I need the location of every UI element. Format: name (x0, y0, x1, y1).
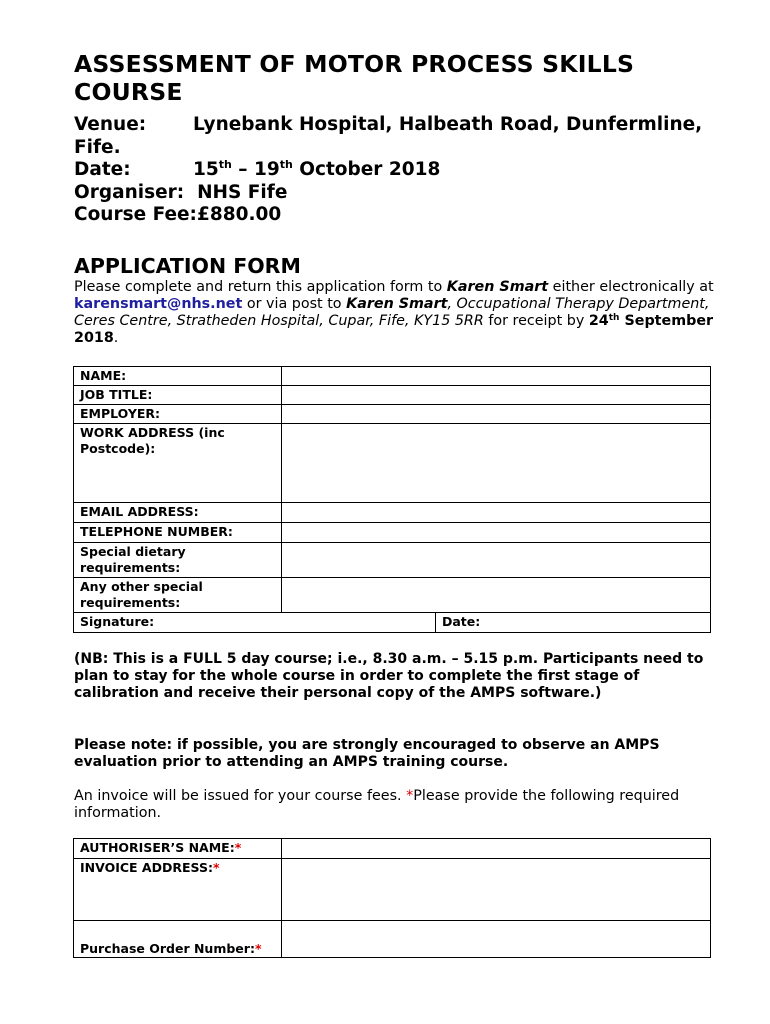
organiser-label: Organiser: (74, 181, 185, 203)
signature-label: Signature: (80, 614, 155, 629)
telephone-label: TELEPHONE NUMBER: (74, 523, 282, 543)
signature-cell[interactable] (74, 613, 436, 633)
fee-label: Course Fee: (74, 204, 197, 225)
date-value: 15th – 19th October 2018 (193, 158, 441, 180)
invoice-table (73, 838, 711, 958)
form-instructions: Please complete and return this application form to Karen Smart either electronically at karensmart@nhs.net or via post to Karen Smart, Occupational Therapy Department, Ceres Centre, Stratheden Hospital, Cupar, Fife, KY15 5RR for receipt by 24th September 2018. (74, 278, 714, 346)
name-label: NAME: (74, 367, 282, 386)
invoice-address-field[interactable] (282, 859, 711, 921)
form-heading: APPLICATION FORM (74, 253, 301, 278)
contact-name: Karen Smart (446, 278, 549, 295)
venue-label: Venue: (74, 114, 147, 135)
email-field[interactable] (282, 503, 711, 523)
telephone-field[interactable] (282, 523, 711, 543)
date-label: Date: (74, 159, 131, 180)
course-note: (NB: This is a FULL 5 day course; i.e., 8.30 a.m. – 5.15 p.m. Participants need to plan to stay for the whole course in order to complete the first stage of calibration and receive their personal copy of the AMPS software.) (74, 651, 704, 701)
organiser-value: NHS Fife (197, 181, 288, 203)
email-label: EMAIL ADDRESS: (74, 503, 282, 523)
contact-email-link[interactable]: karensmart@nhs.net (74, 295, 243, 312)
invoice-address-label: INVOICE ADDRESS:* (74, 859, 282, 921)
dietary-field[interactable] (282, 543, 711, 578)
authoriser-label: AUTHORISER’S NAME:* (74, 839, 282, 859)
date-cell[interactable] (436, 613, 711, 633)
other-requirements-field[interactable] (282, 578, 711, 613)
work-address-field[interactable] (282, 424, 711, 503)
document-page (74, 50, 714, 347)
date-field-label: Date: (442, 614, 481, 629)
dietary-label: Special dietary requirements: (74, 543, 282, 578)
course-details (74, 114, 714, 227)
page-title: ASSESSMENT OF MOTOR PROCESS SKILLS COURSE (74, 50, 635, 106)
employer-label: EMPLOYER: (74, 405, 282, 424)
venue-value: Lynebank Hospital, Halbeath Road, Dunfermline, Fife. (74, 114, 703, 158)
po-number-field[interactable] (282, 921, 711, 958)
employer-field[interactable] (282, 405, 711, 424)
contact-name-2: Karen Smart (346, 295, 448, 312)
name-field[interactable] (282, 367, 711, 386)
work-address-label: WORK ADDRESS (inc Postcode): (74, 424, 282, 503)
observation-note: Please note: if possible, you are strongly encouraged to observe an AMPS evaluation prior to attending an AMPS training course. (74, 737, 660, 770)
other-requirements-label: Any other special requirements: (74, 578, 282, 613)
application-table (73, 366, 711, 633)
invoice-note: An invoice will be issued for your course fees. *Please provide the following required information. (74, 788, 680, 821)
postal-address: , Occupational Therapy Department, Ceres Centre, Stratheden Hospital, Cupar, Fife, KY15 5RR (74, 295, 710, 329)
fee-value: £880.00 (196, 204, 282, 225)
job-title-field[interactable] (282, 386, 711, 405)
job-title-label: JOB TITLE: (74, 386, 282, 405)
po-number-label: Purchase Order Number:* (74, 921, 282, 958)
required-star: * (406, 788, 414, 804)
deadline: 24th September 2018 (74, 312, 714, 346)
authoriser-field[interactable] (282, 839, 711, 859)
